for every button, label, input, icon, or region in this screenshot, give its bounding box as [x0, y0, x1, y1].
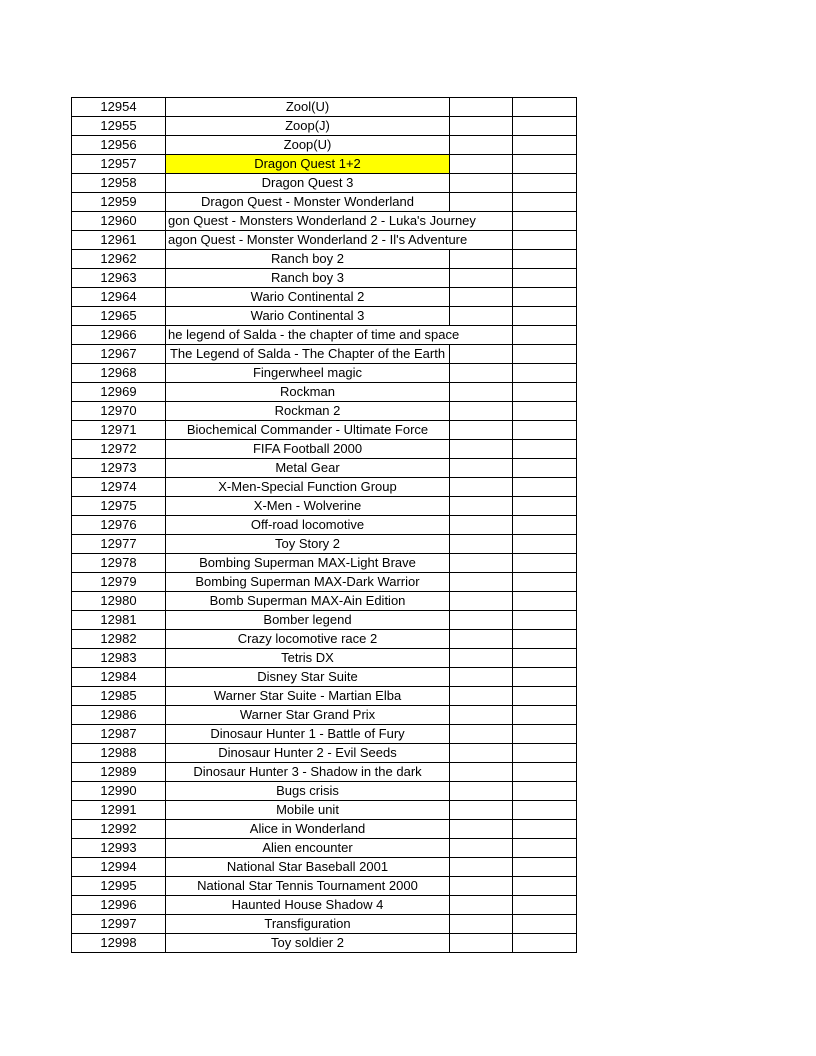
table-row [72, 478, 576, 497]
table-row [72, 687, 576, 706]
empty-cell-1 [450, 402, 513, 420]
game-title-cell: Disney Star Suite [166, 668, 450, 686]
empty-cell-2 [513, 459, 576, 477]
game-title-cell: Dinosaur Hunter 3 - Shadow in the dark [166, 763, 450, 781]
game-title-cell: Alien encounter [166, 839, 450, 857]
empty-cell-2 [513, 554, 576, 572]
empty-cell-2 [513, 839, 576, 857]
table-row [72, 915, 576, 934]
empty-cell-1 [450, 516, 513, 534]
game-id-cell: 12956 [72, 136, 166, 154]
table-row [72, 934, 576, 952]
empty-cell-1 [450, 193, 513, 211]
game-title-cell: X-Men - Wolverine [166, 497, 450, 515]
empty-cell-1 [450, 782, 513, 800]
table-row [72, 231, 576, 250]
empty-cell-1 [450, 877, 513, 895]
empty-cell-2 [513, 478, 576, 496]
game-title-cell: Tetris DX [166, 649, 450, 667]
empty-cell-2 [513, 611, 576, 629]
empty-cell-1 [450, 649, 513, 667]
game-title-cell: Rockman 2 [166, 402, 450, 420]
empty-cell-2 [513, 307, 576, 325]
game-title-cell: Toy soldier 2 [166, 934, 450, 952]
empty-cell-1 [450, 763, 513, 781]
game-title-cell: Dinosaur Hunter 1 - Battle of Fury [166, 725, 450, 743]
game-id-cell: 12992 [72, 820, 166, 838]
table-row [72, 801, 576, 820]
table-row [72, 573, 576, 592]
empty-cell-2 [513, 896, 576, 914]
game-title-cell: Ranch boy 3 [166, 269, 450, 287]
table-row [72, 174, 576, 193]
empty-cell-1 [450, 326, 513, 344]
empty-cell-1 [450, 174, 513, 192]
game-title-overflow-text: agon Quest - Monster Wonderland 2 - Il's Adventure [168, 232, 468, 247]
game-title-cell [166, 326, 460, 344]
game-title-cell: Haunted House Shadow 4 [166, 896, 450, 914]
empty-cell-1 [450, 896, 513, 914]
empty-cell-1 [450, 250, 513, 268]
table-row [72, 383, 576, 402]
empty-cell-2 [513, 364, 576, 382]
table-row [72, 516, 576, 535]
game-title-overflow-text: he legend of Salda - the chapter of time and space [168, 327, 460, 342]
game-title-cell: Toy Story 2 [166, 535, 450, 553]
game-title-cell: Fingerwheel magic [166, 364, 450, 382]
table-row [72, 592, 576, 611]
game-title-cell: Zoop(U) [166, 136, 450, 154]
game-title-cell: Dragon Quest - Monster Wonderland [166, 193, 450, 211]
game-title-cell: Biochemical Commander - Ultimate Force [166, 421, 450, 439]
table-row [72, 649, 576, 668]
game-title-cell [166, 231, 468, 249]
game-id-cell: 12968 [72, 364, 166, 382]
empty-cell-1 [450, 630, 513, 648]
table-row [72, 193, 576, 212]
table-row [72, 611, 576, 630]
game-id-cell: 12977 [72, 535, 166, 553]
empty-cell-1 [450, 611, 513, 629]
empty-cell-2 [513, 155, 576, 173]
game-id-cell: 12986 [72, 706, 166, 724]
table-row [72, 839, 576, 858]
game-title-cell: Dragon Quest 3 [166, 174, 450, 192]
game-title-cell: Zool(U) [166, 98, 450, 116]
table-row [72, 250, 576, 269]
empty-cell-1 [450, 117, 513, 135]
game-id-cell: 12978 [72, 554, 166, 572]
empty-cell-1 [450, 459, 513, 477]
game-title-cell: Dinosaur Hunter 2 - Evil Seeds [166, 744, 450, 762]
game-id-cell: 12984 [72, 668, 166, 686]
table-row [72, 877, 576, 896]
empty-cell-2 [513, 687, 576, 705]
table-row [72, 402, 576, 421]
empty-cell-2 [513, 269, 576, 287]
empty-cell-1 [450, 687, 513, 705]
game-id-cell: 12957 [72, 155, 166, 173]
game-title-cell: Bugs crisis [166, 782, 450, 800]
games-table [71, 97, 577, 953]
game-title-cell: Transfiguration [166, 915, 450, 933]
game-title-cell: National Star Tennis Tournament 2000 [166, 877, 450, 895]
game-id-cell: 12989 [72, 763, 166, 781]
empty-cell-2 [513, 592, 576, 610]
game-title-cell: X-Men-Special Function Group [166, 478, 450, 496]
table-row [72, 858, 576, 877]
table-row [72, 98, 576, 117]
empty-cell-2 [513, 193, 576, 211]
empty-cell-2 [513, 497, 576, 515]
empty-cell-2 [513, 516, 576, 534]
table-row [72, 440, 576, 459]
empty-cell-2 [513, 668, 576, 686]
game-id-cell: 12985 [72, 687, 166, 705]
empty-cell-2 [513, 421, 576, 439]
game-id-cell: 12970 [72, 402, 166, 420]
game-id-cell: 12994 [72, 858, 166, 876]
empty-cell-1 [450, 136, 513, 154]
empty-cell-1 [450, 383, 513, 401]
game-title-cell: Wario Continental 3 [166, 307, 450, 325]
game-title-cell: Bomb Superman MAX-Ain Edition [166, 592, 450, 610]
empty-cell-1 [450, 421, 513, 439]
empty-cell-1 [450, 820, 513, 838]
empty-cell-1 [450, 288, 513, 306]
game-id-cell: 12987 [72, 725, 166, 743]
empty-cell-2 [513, 98, 576, 116]
table-row [72, 763, 576, 782]
game-id-cell: 12990 [72, 782, 166, 800]
game-id-cell: 12955 [72, 117, 166, 135]
table-row [72, 497, 576, 516]
game-title-cell: National Star Baseball 2001 [166, 858, 450, 876]
table-row [72, 630, 576, 649]
game-title-cell: Bomber legend [166, 611, 450, 629]
table-row [72, 288, 576, 307]
game-id-cell: 12967 [72, 345, 166, 363]
empty-cell-1 [450, 725, 513, 743]
game-id-cell: 12969 [72, 383, 166, 401]
game-id-cell: 12991 [72, 801, 166, 819]
game-id-cell: 12988 [72, 744, 166, 762]
game-title-cell: FIFA Football 2000 [166, 440, 450, 458]
game-title-cell: Crazy locomotive race 2 [166, 630, 450, 648]
empty-cell-2 [513, 801, 576, 819]
empty-cell-2 [513, 174, 576, 192]
game-title-cell: Wario Continental 2 [166, 288, 450, 306]
table-row [72, 535, 576, 554]
empty-cell-1 [450, 915, 513, 933]
empty-cell-2 [513, 649, 576, 667]
empty-cell-1 [450, 364, 513, 382]
table-row [72, 459, 576, 478]
empty-cell-2 [513, 250, 576, 268]
empty-cell-1 [450, 307, 513, 325]
game-id-cell: 12976 [72, 516, 166, 534]
game-title-cell: Alice in Wonderland [166, 820, 450, 838]
game-id-cell: 12958 [72, 174, 166, 192]
game-id-cell: 12997 [72, 915, 166, 933]
game-title-cell: Warner Star Grand Prix [166, 706, 450, 724]
empty-cell-1 [450, 155, 513, 173]
game-id-cell: 12982 [72, 630, 166, 648]
table-row [72, 326, 576, 345]
table-row [72, 820, 576, 839]
table-row [72, 554, 576, 573]
game-id-cell: 12972 [72, 440, 166, 458]
empty-cell-2 [513, 136, 576, 154]
table-row [72, 364, 576, 383]
game-title-cell: Zoop(J) [166, 117, 450, 135]
game-title-overflow-text: gon Quest - Monsters Wonderland 2 - Luka's Journey [168, 213, 476, 228]
empty-cell-1 [450, 592, 513, 610]
game-id-cell: 12963 [72, 269, 166, 287]
table-row [72, 155, 576, 174]
table-row [72, 725, 576, 744]
game-id-cell: 12975 [72, 497, 166, 515]
empty-cell-2 [513, 820, 576, 838]
table-row [72, 668, 576, 687]
empty-cell-1 [450, 554, 513, 572]
game-id-cell: 12961 [72, 231, 166, 249]
empty-cell-2 [513, 915, 576, 933]
game-title-cell: Bombing Superman MAX-Dark Warrior [166, 573, 450, 591]
empty-cell-2 [513, 725, 576, 743]
empty-cell-1 [450, 535, 513, 553]
table-row [72, 269, 576, 288]
game-id-cell: 12981 [72, 611, 166, 629]
empty-cell-2 [513, 782, 576, 800]
empty-cell-2 [513, 535, 576, 553]
game-title-cell: Mobile unit [166, 801, 450, 819]
empty-cell-2 [513, 858, 576, 876]
game-title-cell: Warner Star Suite - Martian Elba [166, 687, 450, 705]
game-id-cell: 12998 [72, 934, 166, 952]
table-row [72, 421, 576, 440]
empty-cell-2 [513, 440, 576, 458]
empty-cell-1 [450, 839, 513, 857]
game-id-cell: 12954 [72, 98, 166, 116]
table-row [72, 307, 576, 326]
game-id-cell: 12964 [72, 288, 166, 306]
table-row [72, 744, 576, 763]
empty-cell-2 [513, 288, 576, 306]
empty-cell-1 [450, 497, 513, 515]
empty-cell-2 [513, 934, 576, 952]
empty-cell-1 [450, 801, 513, 819]
empty-cell-1 [450, 858, 513, 876]
game-id-cell: 12966 [72, 326, 166, 344]
empty-cell-1 [450, 573, 513, 591]
game-title-cell: The Legend of Salda - The Chapter of the Earth [166, 345, 450, 363]
game-id-cell: 12995 [72, 877, 166, 895]
empty-cell-1 [450, 744, 513, 762]
table-row [72, 136, 576, 155]
game-title-cell: Rockman [166, 383, 450, 401]
empty-cell-1 [450, 478, 513, 496]
empty-cell-2 [513, 231, 576, 249]
table-row [72, 212, 576, 231]
empty-cell-1 [450, 98, 513, 116]
empty-cell-2 [513, 212, 576, 230]
empty-cell-2 [513, 383, 576, 401]
game-id-cell: 12993 [72, 839, 166, 857]
empty-cell-2 [513, 345, 576, 363]
empty-cell-1 [450, 668, 513, 686]
empty-cell-2 [513, 706, 576, 724]
empty-cell-1 [450, 269, 513, 287]
table-row [72, 706, 576, 725]
game-id-cell: 12996 [72, 896, 166, 914]
game-id-cell: 12959 [72, 193, 166, 211]
game-id-cell: 12965 [72, 307, 166, 325]
game-id-cell: 12962 [72, 250, 166, 268]
game-id-cell: 12973 [72, 459, 166, 477]
game-id-cell: 12979 [72, 573, 166, 591]
table-row [72, 782, 576, 801]
game-title-cell: Bombing Superman MAX-Light Brave [166, 554, 450, 572]
empty-cell-2 [513, 630, 576, 648]
empty-cell-2 [513, 573, 576, 591]
table-row [72, 345, 576, 364]
empty-cell-2 [513, 877, 576, 895]
game-id-cell: 12974 [72, 478, 166, 496]
game-id-cell: 12983 [72, 649, 166, 667]
game-title-cell [166, 212, 476, 230]
table-row [72, 896, 576, 915]
empty-cell-2 [513, 763, 576, 781]
empty-cell-1 [450, 440, 513, 458]
empty-cell-2 [513, 117, 576, 135]
game-title-cell-highlighted: Dragon Quest 1+2 [166, 155, 450, 173]
game-title-cell: Off-road locomotive [166, 516, 450, 534]
empty-cell-1 [450, 934, 513, 952]
table-row [72, 117, 576, 136]
empty-cell-2 [513, 326, 576, 344]
empty-cell-2 [513, 402, 576, 420]
game-title-cell: Ranch boy 2 [166, 250, 450, 268]
empty-cell-1 [450, 706, 513, 724]
game-title-cell: Metal Gear [166, 459, 450, 477]
empty-cell-1 [450, 345, 513, 363]
empty-cell-2 [513, 744, 576, 762]
game-id-cell: 12960 [72, 212, 166, 230]
game-id-cell: 12980 [72, 592, 166, 610]
game-id-cell: 12971 [72, 421, 166, 439]
